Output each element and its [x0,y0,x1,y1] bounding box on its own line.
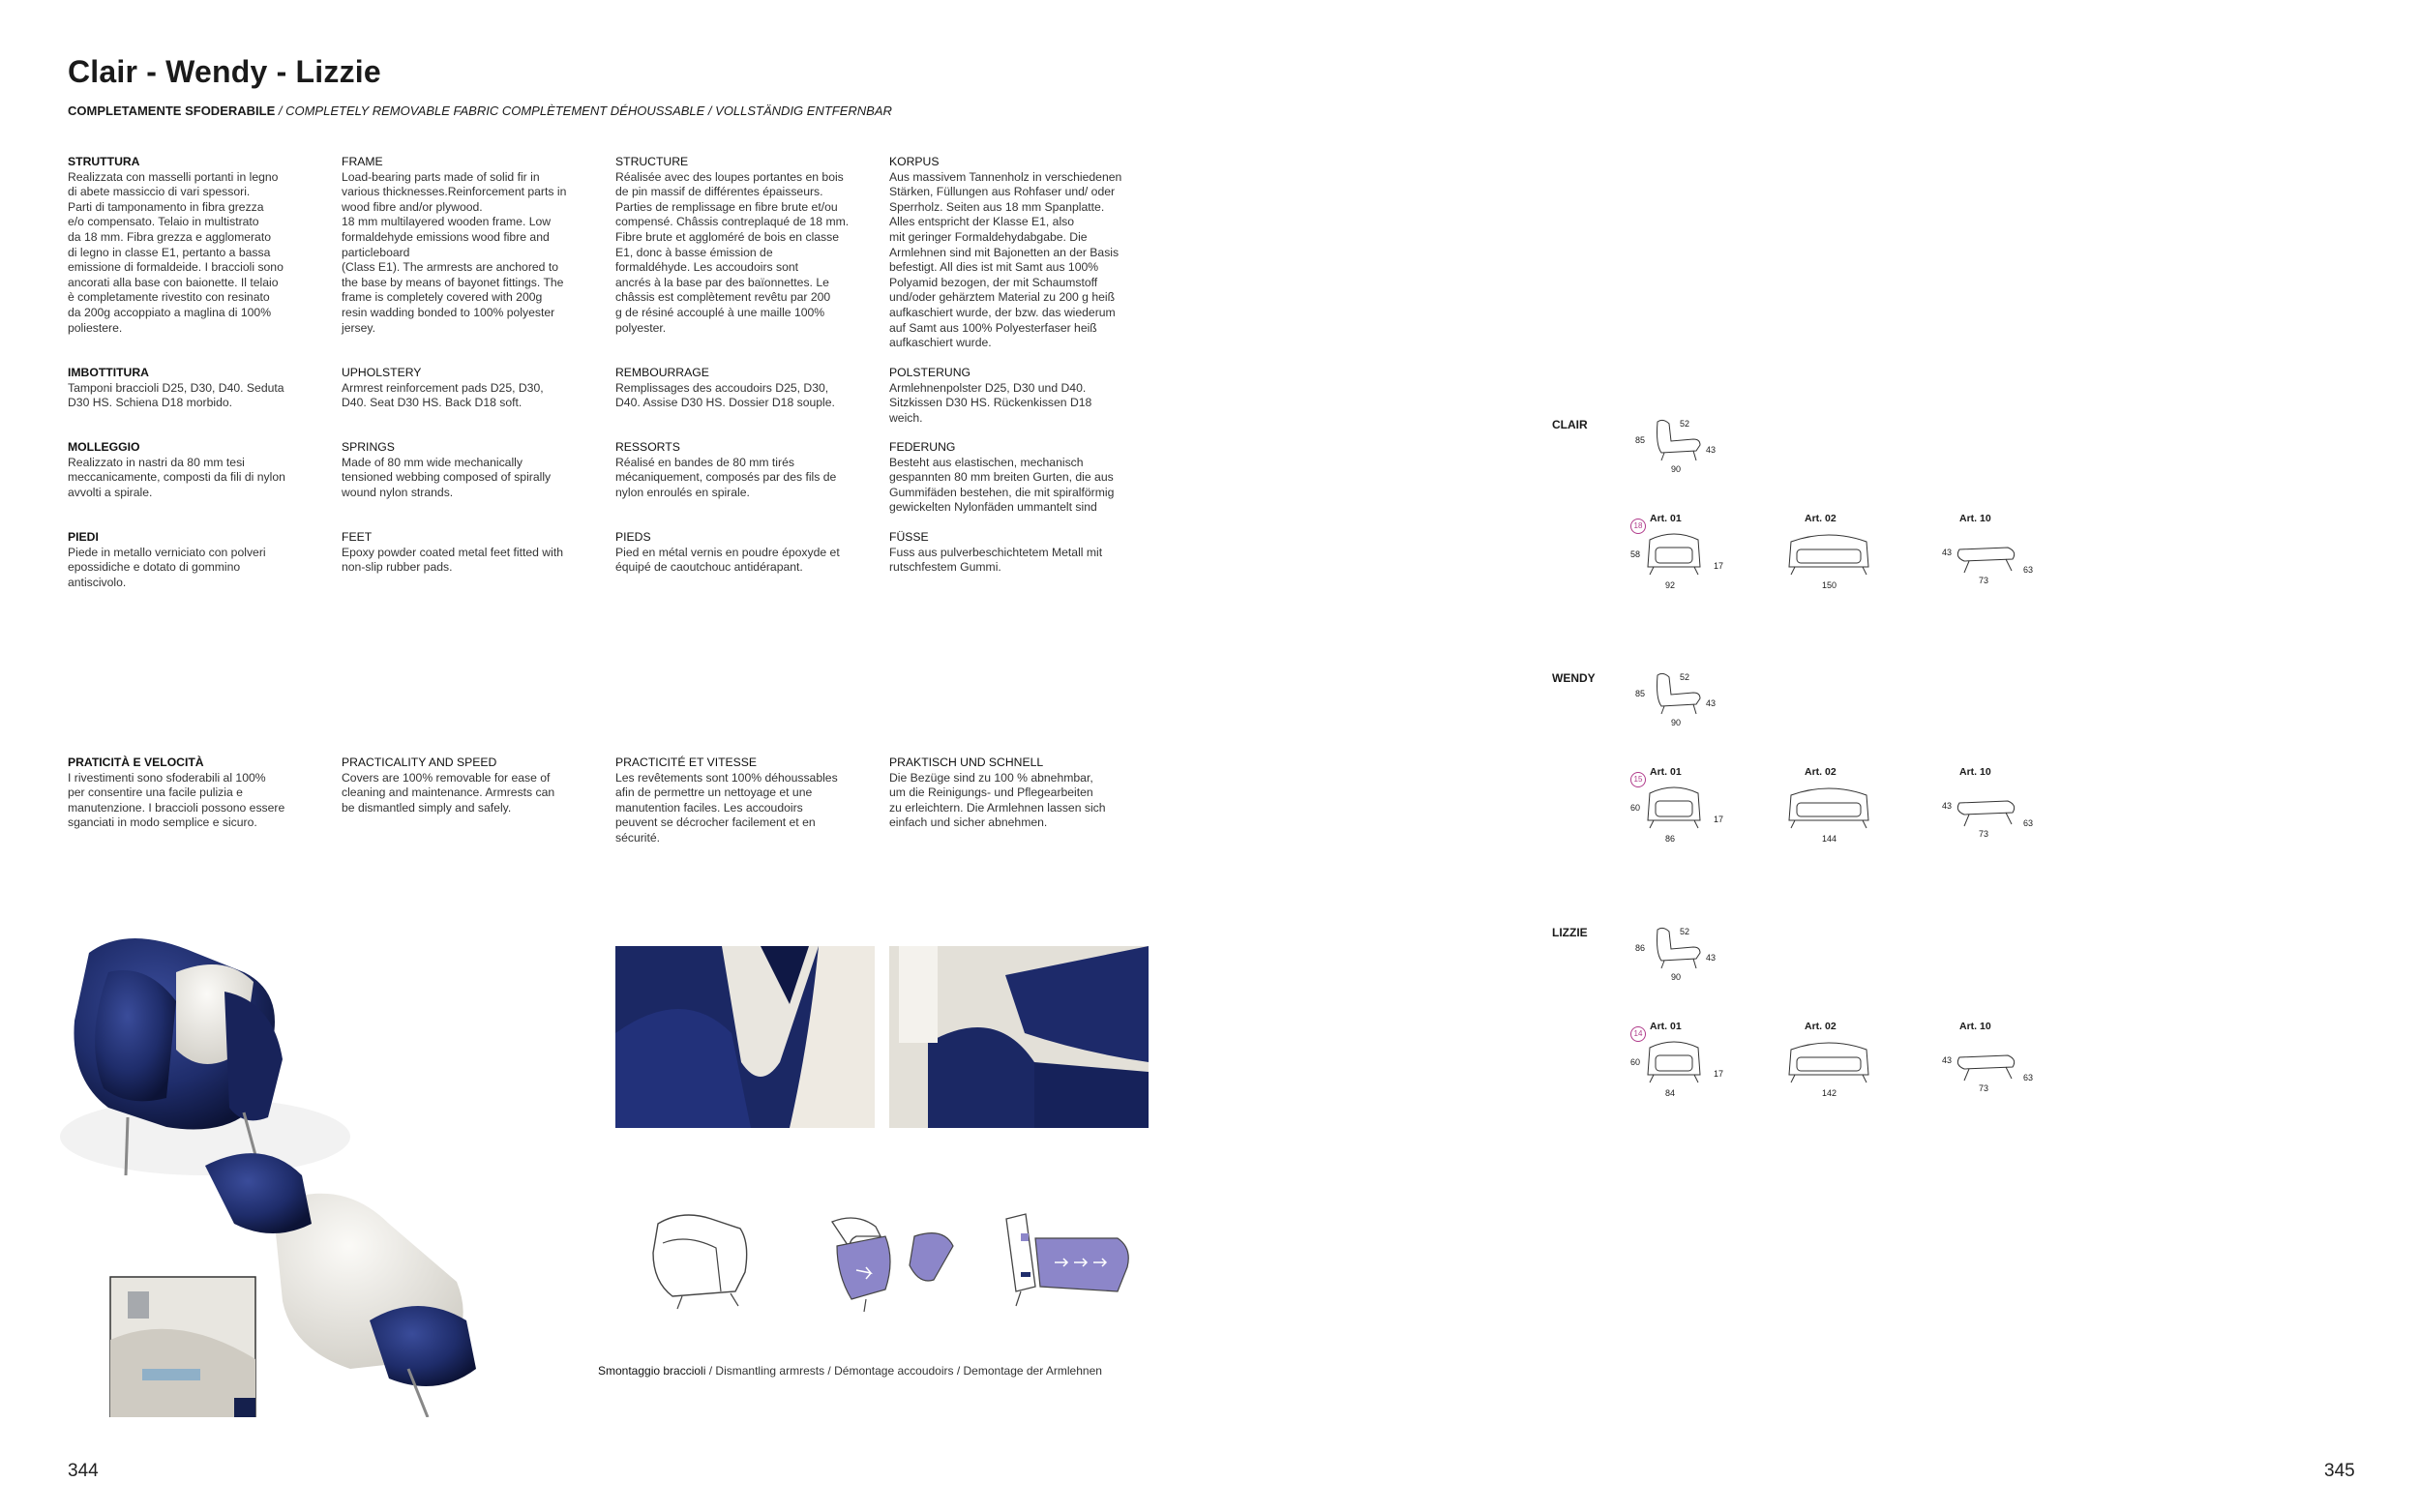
dim-seat-height: 43 [1706,953,1717,963]
dim-depth: 63 [2023,565,2034,575]
armchair-photo [50,914,602,1417]
art-label: Art. 10 [1959,766,1991,778]
dim-width: 73 [1979,576,1989,585]
section-text: Armlehnenpolster D25, D30 und D40. Sitzkissen D30 HS. Rückenkissen D18 weich. [889,380,1092,425]
section-structure-en [342,155,603,336]
dim-width: 92 [1665,580,1676,590]
seat-badge: 15 [1630,772,1646,787]
section-text: Tamponi braccioli D25, D30, D40. Seduta D30 HS. Schiena D18 morbido. [68,380,284,410]
section-text: Remplissages des accoudoirs D25, D30, D40. Assise D30 HS. Dossier D18 souple. [615,380,835,410]
dim-width: 73 [1979,829,1989,839]
dim-height: 43 [1942,1055,1953,1065]
dim-width: 52 [1680,419,1690,429]
dim-depth: 90 [1671,464,1682,474]
section-text: I rivestimenti sono sfoderabili al 100% per consentire una facile pulizia e manutenzione. I braccioli possono essere sganciati in modo semplice e sicuro. [68,770,285,830]
art-label: Art. 10 [1959,1021,1991,1032]
model-name-wendy: WENDY [1552,671,1596,685]
dim-height: 85 [1635,435,1646,445]
dim-width: 73 [1979,1083,1989,1093]
section-heading: PRACTICALITY AND SPEED [342,756,497,769]
section-text: Realizzata con masselli portanti in legno di abete massiccio di vari spessori. Parti di tamponamento in fibra grezza e/o compensato. Telaio in multistrato da 18 mm. Fibra grezza e agglomerato di legno in classe E1, pertanto a bassa emissione di formaldeide. I braccioli sono ancorati alla base con baionette. Il telaio è completamente rivestito con resinato da 200g accoppiato a maglina di 100% poliestere. [68,169,284,335]
section-practicality-de [889,756,1150,831]
dim-height: 58 [1630,549,1641,559]
section-heading: PRATICITÀ E VELOCITÀ [68,756,204,769]
page-number-right: 345 [2324,1461,2355,1481]
section-text: Les revêtements sont 100% déhoussables afin de permettre un nettoyage et une manutention faciles. Les accoudoirs peuvent se décrocher facilement et en sécurité. [615,770,838,845]
section-text: Epoxy powder coated metal feet fitted with non-slip rubber pads. [342,545,563,575]
section-springs-fr [615,440,877,500]
armchair-front-icon [1640,1038,1708,1089]
section-structure-de [889,155,1150,351]
dim-height: 60 [1630,1057,1641,1067]
model-name-clair: CLAIR [1552,418,1588,431]
art-label: Art. 01 [1650,766,1682,778]
section-text: Armrest reinforcement pads D25, D30, D40. Seat D30 HS. Back D18 soft. [342,380,544,410]
section-heading: PRACTICITÉ ET VITESSE [615,756,758,769]
section-heading: FEDERUNG [889,440,956,454]
section-heading: POLSTERUNG [889,366,971,379]
dim-height: 85 [1635,689,1646,698]
section-practicality-en [342,756,603,815]
armchair-front-icon [1640,784,1708,835]
section-text: Made of 80 mm wide mechanically tensioned webbing composed of spirally wound nylon strands. [342,455,552,499]
dim-width: 144 [1822,834,1837,844]
section-upholstery-fr [615,366,877,411]
caption-rest: / Dismantling armrests / Démontage accoudoirs / Demontage der Armlehnen [705,1364,1102,1378]
section-text: Pied en métal vernis en poudre époxyde et équipé de caoutchouc antidérapant. [615,545,840,575]
section-text: Réalisé en bandes de 80 mm tirés mécaniquement, composés par des fils de nylon enroulés en spirale. [615,455,837,499]
page-title: Clair - Wendy - Lizzie [68,54,381,89]
section-heading: PIEDS [615,530,651,544]
section-text: Réalisée avec des loupes portantes en bois de pin massif de différentes épaisseurs. Parties de remplissage en fibre brute et/ou compensé. Châssis contreplaqué de 18 mm. Fibre brute et aggloméré de bois en classe E1, donc à basse émission de formaldéhyde. Les accoudoirs sont ancrés à la base par des baïonnettes. Le châssis est complètement revêtu par 200 g de résiné accouplé à une maille 100% polyester. [615,169,850,335]
subtitle-rest: / COMPLETELY REMOVABLE FABRIC COMPLÈTEMENT DÉHOUSSABLE / VOLLSTÄNDIG ENTFERNBAR [275,104,892,118]
dim-seat-height: 17 [1714,561,1724,571]
section-heading: REMBOURRAGE [615,366,709,379]
dim-height: 43 [1942,801,1953,811]
section-upholstery-en [342,366,603,411]
section-text: Aus massivem Tannenholz in verschiedenen Stärken, Füllungen aus Rohfaser und/ oder Sperrholz. Seiten aus 18 mm Spanplatte. Alles entspricht der Klasse E1, also mit geringer Formaldehydabgabe. Die Armlehnen sind mit Bajonetten an der Basis befestigt. All dies ist mit Samt aus 100% Polyamid bezogen, der mit Schaumstoff und/oder gehärztem Material zu 200 g heiß aufkaschiert wurde, der bzw. das wiederum auf Samt aus 100% Polyesterfaser heiß aufkaschiert wurde. [889,169,1122,350]
section-heading: STRUCTURE [615,155,689,168]
section-text: Load-bearing parts made of solid fir in various thicknesses.Reinforcement parts in wood fibre and/or plywood. 18 mm multilayered wooden frame. Low formaldehyde emissions wood fibre and particleboard (Class E1). The armrests are anchored to the base by means of bayonet fittings. The frame is completely covered with 200g resin wadding bonded to 100% polyester jersey. [342,169,567,335]
armchair-front-icon [1640,530,1708,581]
section-text: Piede in metallo verniciato con polveri epossidiche e dotato di gommino antiscivolo. [68,545,266,589]
section-feet-de [889,530,1150,576]
section-heading: MOLLEGGIO [68,440,140,454]
dim-depth: 90 [1671,718,1682,727]
art-label: Art. 01 [1650,1021,1682,1032]
side-view-icon [1650,416,1708,469]
section-springs-it [68,440,329,500]
dim-depth: 63 [2023,818,2034,828]
section-heading: STRUTTURA [68,155,140,168]
dim-width: 84 [1665,1088,1676,1098]
dim-width: 52 [1680,672,1690,682]
dim-seat-height: 17 [1714,815,1724,824]
section-heading: IMBOTTITURA [68,366,149,379]
dismantling-caption [598,1364,1102,1378]
section-text: Die Bezüge sind zu 100 % abnehmbar, um die Reinigungs- und Pflegearbeiten zu erleichtern. Die Armlehnen lassen sich einfach und sicher abnehmen. [889,770,1106,830]
seat-badge: 14 [1630,1026,1646,1042]
art-label: Art. 10 [1959,513,1991,524]
section-springs-de [889,440,1150,516]
section-heading: SPRINGS [342,440,395,454]
section-text: Fuss aus pulverbeschichtetem Metall mit rutschfestem Gummi. [889,545,1103,575]
section-heading: PRAKTISCH UND SCHNELL [889,756,1044,769]
section-heading: FRAME [342,155,383,168]
art-label: Art. 02 [1805,1021,1837,1032]
section-springs-en [342,440,603,500]
side-view-icon [1650,924,1708,977]
dismantle-step-1-diagram [643,1204,755,1311]
section-text: Realizzato in nastri da 80 mm tesi meccanicamente, composti da fili di nylon avvolti a spirale. [68,455,285,499]
dim-width: 142 [1822,1088,1837,1098]
dim-width: 150 [1822,580,1837,590]
art-label: Art. 01 [1650,513,1682,524]
dismantle-step-3-diagram [1001,1209,1132,1316]
dim-seat-height: 43 [1706,698,1717,708]
dim-height: 86 [1635,943,1646,953]
sofa-front-icon [1785,1038,1872,1089]
section-heading: FÜSSE [889,530,929,544]
section-structure-it [68,155,329,336]
section-heading: PIEDI [68,530,99,544]
subtitle-bold: COMPLETAMENTE SFODERABILE [68,104,276,118]
page-number-left: 344 [68,1461,99,1481]
dim-height: 60 [1630,803,1641,813]
model-name-lizzie: LIZZIE [1552,926,1588,939]
sofa-front-icon [1785,530,1872,581]
section-practicality-fr [615,756,877,846]
section-practicality-it [68,756,329,831]
seat-badge: 18 [1630,519,1646,534]
section-heading: UPHOLSTERY [342,366,422,379]
section-feet-it [68,530,329,590]
dim-depth: 90 [1671,972,1682,982]
art-label: Art. 02 [1805,766,1837,778]
dim-seat-height: 43 [1706,445,1717,455]
section-feet-fr [615,530,877,576]
section-text: Besteht aus elastischen, mechanisch gespannten 80 mm breiten Gurten, die aus Gummifäden bestehen, die mit spiralförmig gewickelten Nylonfäden ummantelt sind [889,455,1115,515]
detail-photo-armrest-left [615,946,875,1128]
dim-seat-height: 17 [1714,1069,1724,1079]
dim-width: 86 [1665,834,1676,844]
section-upholstery-de [889,366,1150,426]
side-view-icon [1650,669,1708,723]
detail-photo-armrest-right [889,946,1149,1128]
section-heading: RESSORTS [615,440,680,454]
dim-width: 52 [1680,927,1690,936]
dim-height: 43 [1942,548,1953,557]
dismantle-step-2-diagram [827,1207,958,1314]
section-heading: KORPUS [889,155,940,168]
caption-bold: Smontaggio braccioli [598,1364,706,1378]
dim-depth: 63 [2023,1073,2034,1082]
section-upholstery-it [68,366,329,411]
section-structure-fr [615,155,877,336]
sofa-front-icon [1785,784,1872,835]
section-feet-en [342,530,603,576]
art-label: Art. 02 [1805,513,1837,524]
section-text: Covers are 100% removable for ease of cleaning and maintenance. Armrests can be dismantled simply and safely. [342,770,555,815]
section-heading: FEET [342,530,373,544]
page-subtitle [68,104,892,118]
